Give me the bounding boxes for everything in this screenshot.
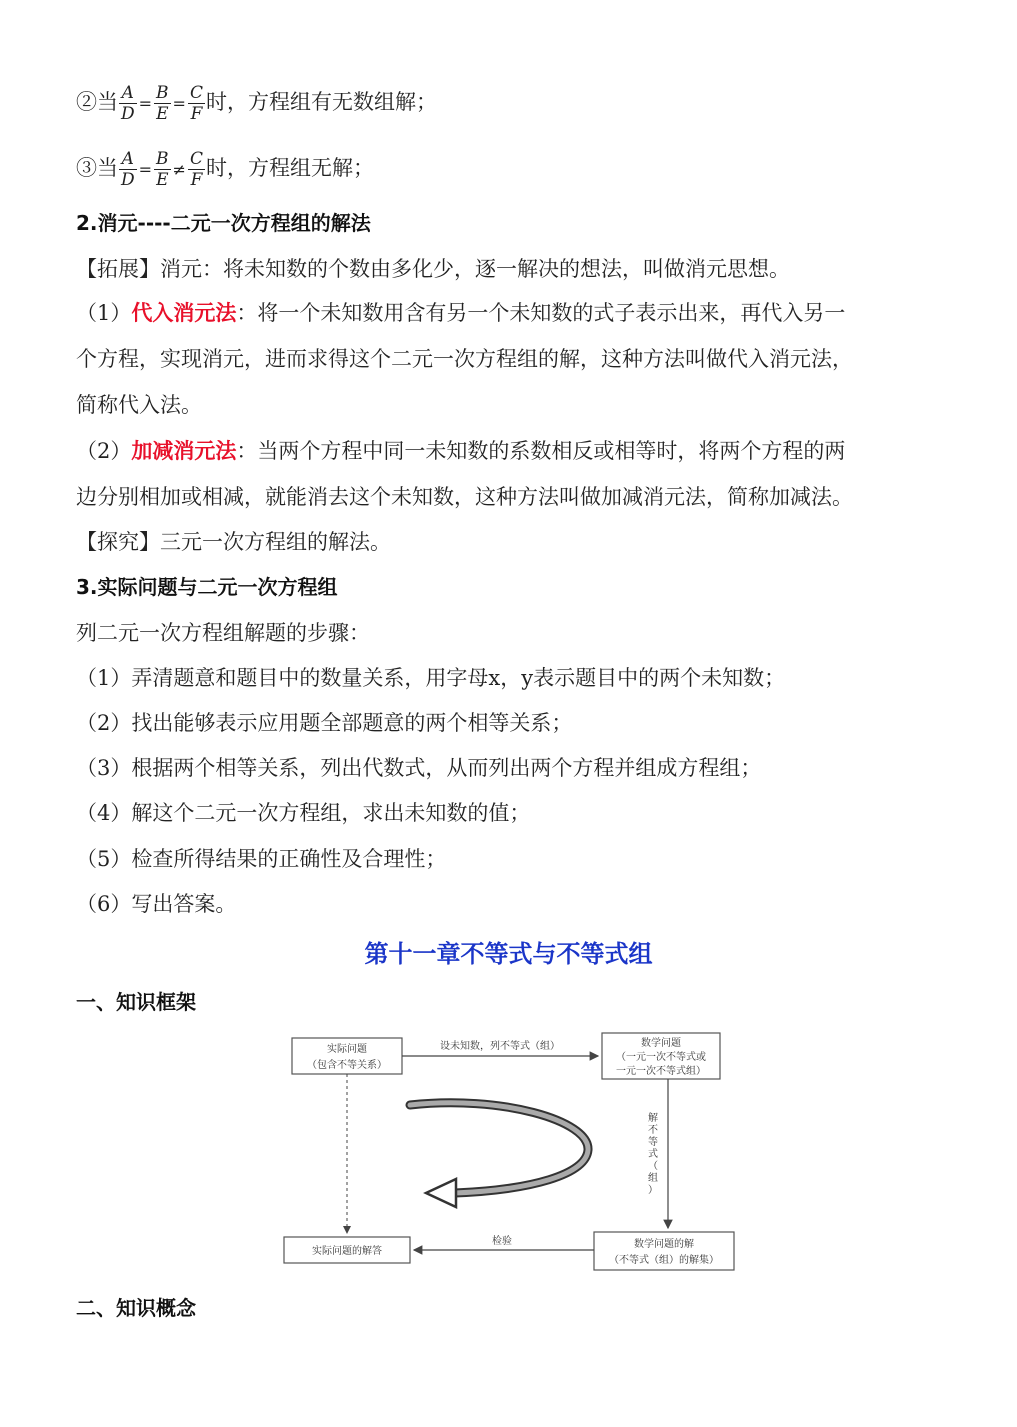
svg-text:一元一次不等式组）: 一元一次不等式组） <box>616 1066 706 1077</box>
condition-text: 时，方程组无解； <box>205 156 374 180</box>
svg-text:）: ） <box>648 1185 658 1196</box>
method-elimination-line-1 <box>76 436 845 466</box>
chapter-title: 第十一章不等式与不等式组 <box>364 940 653 968</box>
svg-text:不: 不 <box>648 1125 658 1136</box>
svg-text:（包含不等关系）: （包含不等关系） <box>307 1060 387 1071</box>
arrow-label-verify: 检验 <box>492 1236 512 1247</box>
method-elimination-line-2: 边分别相加或相减，就能消去这个未知数，这种方法叫做加减消元法，简称加减法。 <box>76 485 853 509</box>
expand-paragraph: 【拓展】消元：将未知数的个数由多化少，逐一解决的想法，叫做消元思想。 <box>76 257 790 281</box>
box-real-answer <box>284 1237 410 1263</box>
svg-text:式: 式 <box>648 1149 658 1160</box>
step-item: （2）找出能够表示应用题全部题意的两个相等关系； <box>76 711 573 735</box>
condition-text: 时，方程组有无数组解； <box>205 90 437 114</box>
method-substitution-line-2: 个方程，实现消元，进而求得这个二元一次方程组的解，这种方法叫做代入消元法， <box>76 347 853 371</box>
box-math-solution <box>594 1232 734 1270</box>
step-item: （3）根据两个相等关系，列出代数式，从而列出两个方程并组成方程组； <box>76 756 762 780</box>
svg-text:（一元一次不等式或: （一元一次不等式或 <box>616 1052 706 1063</box>
svg-text:数学问题: 数学问题 <box>641 1038 681 1049</box>
fraction-a-over-d: $\frac{A}{D}$ <box>121 83 135 124</box>
svg-text:组: 组 <box>648 1173 658 1184</box>
equals-sign: = <box>172 93 186 113</box>
arrow-label-set-unknowns: 设未知数，列不等式（组） <box>440 1041 560 1052</box>
svg-text:解: 解 <box>648 1113 658 1124</box>
part-2-heading: 二、知识概念 <box>76 1296 196 1320</box>
equals-sign: = <box>138 93 153 113</box>
arrow-label-solve-inequality <box>648 1111 658 1196</box>
section-3-heading: 3.实际问题与二元一次方程组 <box>76 575 338 599</box>
svg-text:（: （ <box>648 1161 658 1172</box>
svg-text:数学问题的解: 数学问题的解 <box>634 1239 694 1250</box>
method-name-substitution: 代入消元法 <box>131 300 237 325</box>
svg-text:实际问题的解答: 实际问题的解答 <box>312 1246 382 1257</box>
svg-text:（不等式（组）的解集）: （不等式（组）的解集） <box>609 1255 719 1266</box>
fraction-c-over-f: $\frac{C}{F}$ <box>189 149 203 190</box>
step-item: （1）弄清题意和题目中的数量关系，用字母x，y表示题目中的两个未知数； <box>76 666 786 690</box>
method-text: ：当两个方程中同一未知数的系数相反或相等时，将两个方程的两 <box>236 439 846 463</box>
condition-marker: ③当 <box>76 156 118 180</box>
condition-no-solution <box>76 145 374 193</box>
svg-text:等: 等 <box>648 1137 658 1148</box>
step-item: （6）写出答案。 <box>76 892 237 916</box>
method-text: ：将一个未知数用含有另一个未知数的式子表示出来，再代入另一 <box>236 301 846 325</box>
condition-marker: ②当 <box>76 90 118 114</box>
fraction-c-over-f: $\frac{C}{F}$ <box>189 83 203 124</box>
steps-intro: 列二元一次方程组解题的步骤： <box>76 621 370 645</box>
box-real-problem <box>292 1038 402 1074</box>
not-equal-sign: ≠ <box>172 159 186 179</box>
method-substitution-line-1 <box>76 298 845 328</box>
box-math-problem <box>602 1033 720 1079</box>
explore-paragraph: 【探究】三元一次方程组的解法。 <box>76 530 391 554</box>
section-2-heading: 2.消元----二元一次方程组的解法 <box>76 211 371 235</box>
fraction-b-over-e: $\frac{B}{E}$ <box>156 149 169 190</box>
step-item: （4）解这个二元一次方程组，求出未知数的值； <box>76 801 531 825</box>
step-item: （5）检查所得结果的正确性及合理性； <box>76 847 447 871</box>
fraction-b-over-e: $\frac{B}{E}$ <box>156 83 169 124</box>
method-prefix: （2） <box>76 439 132 463</box>
svg-text:实际问题: 实际问题 <box>327 1044 367 1055</box>
condition-infinite-solutions <box>76 79 437 127</box>
part-1-heading: 一、知识框架 <box>76 990 196 1014</box>
method-substitution-line-3: 简称代入法。 <box>76 393 202 417</box>
fraction-a-over-d: $\frac{A}{D}$ <box>121 149 135 190</box>
method-prefix: （1） <box>76 301 132 325</box>
equals-sign: = <box>138 159 153 179</box>
knowledge-framework-diagram <box>270 1025 750 1285</box>
method-name-elimination: 加减消元法 <box>131 438 237 463</box>
curved-arrow-icon <box>410 1103 588 1207</box>
